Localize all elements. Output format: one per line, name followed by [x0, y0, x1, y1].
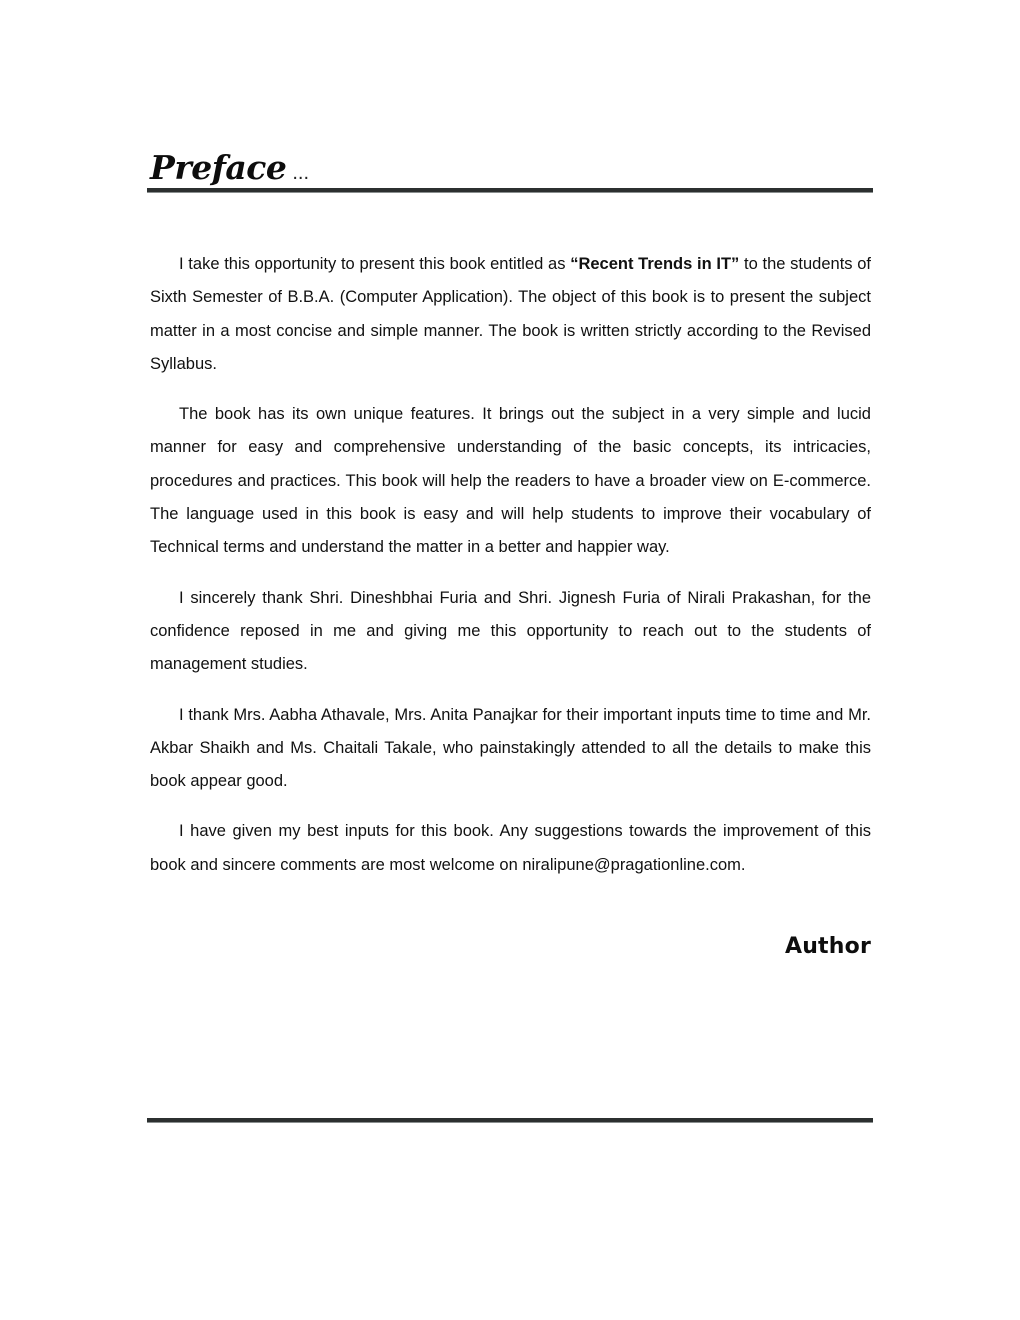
paragraph-intro-lead: I take this opportunity to present this book entitled as — [179, 255, 571, 273]
paragraph-intro — [150, 248, 871, 381]
top-divider — [147, 188, 873, 193]
page-title: Preface — [150, 148, 287, 187]
paragraph-intro-rest: to the students of Sixth Semester of B.B.A. (Computer Application). The object of this book is to present the subject matter in a most concise and simple manner. The book is written strictly according to the Revised Syllabus. — [150, 255, 872, 373]
paragraph-thanks-team: I thank Mrs. Aabha Athavale, Mrs. Anita Panajkar for their important inputs time to time and Mr. Akbar Shaikh and Ms. Chaitali Takale, who painstakingly attended to all the details to make this book appear good. — [150, 705, 871, 791]
page-heading — [150, 146, 872, 190]
paragraph-thanks-publisher: I sincerely thank Shri. Dineshbhai Furia and Shri. Jignesh Furia of Nirali Prakashan, for the confidence reposed in me and giving me this opportunity to reach out to the students of management studies. — [150, 588, 871, 674]
paragraph-features: The book has its own unique features. It brings out the subject in a very simple and lucid manner for easy and comprehensive understanding of the basic concepts, its intricacies, procedures and practices. This book will help the readers to have a broader view on E-commerce. The language used in this book is easy and will help students to improve their vocabulary of Technical terms and understand the matter in a better and happier way. — [150, 405, 871, 557]
bottom-divider — [147, 1118, 873, 1123]
title-ellipsis: ... — [292, 162, 310, 184]
preface-body — [150, 248, 871, 899]
paragraph-closing: I have given my best inputs for this book. Any suggestions towards the improvement of this book and sincere comments are most welcome on niralipune@pragationline.com. — [150, 822, 871, 874]
author-signature: Author — [784, 934, 871, 959]
book-title: “Recent Trends in IT” — [570, 255, 740, 273]
